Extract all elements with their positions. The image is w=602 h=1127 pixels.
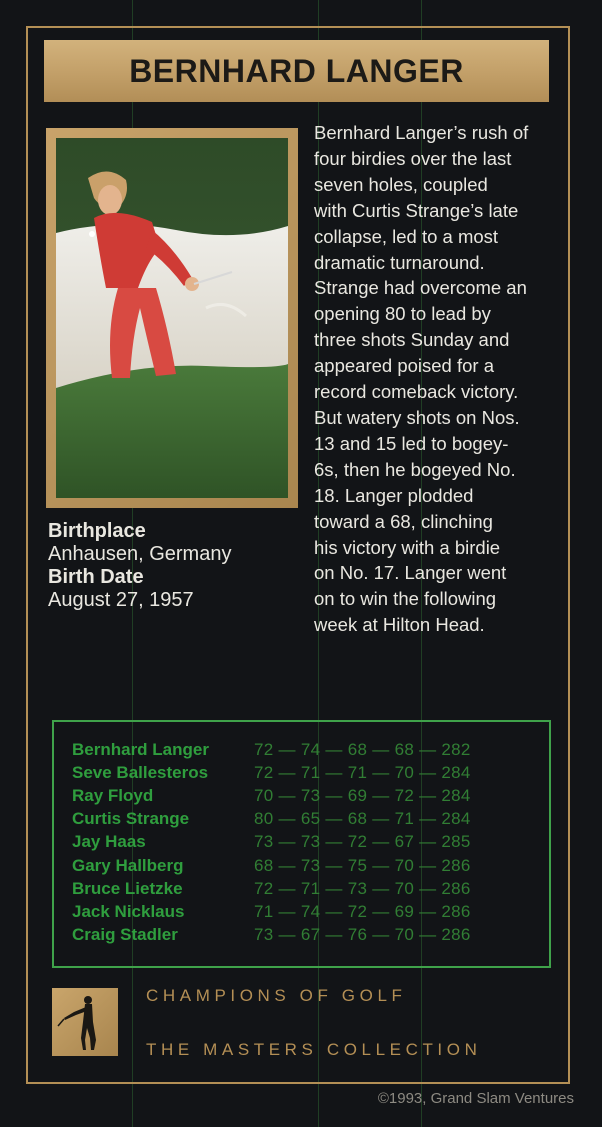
bio-line: on to win the following [314,588,497,610]
player-name-cell: Bruce Lietzke [72,879,183,898]
player-name: BERNHARD LANGER [129,52,464,89]
player-name-cell: Seve Ballesteros [72,763,209,782]
leaderboard-row [72,900,542,923]
bio-line: record comeback victory. [314,381,519,403]
leaderboard-row [72,761,542,784]
birthdate-value: August 27, 1957 [48,589,194,611]
bio-line: 18. Langer plodded [314,484,474,506]
scores-cell: 73 — 67 — 76 — 70 — 286 [254,925,471,944]
photo-frame [46,128,298,508]
player-name-cell: Ray Floyd [72,786,154,805]
bio-line: dramatic turnaround. [314,251,485,273]
bio-line: collapse, led to a most [314,225,499,247]
bio-line: toward a 68, clinching [314,510,493,532]
bio-line: appeared poised for a [314,355,494,377]
leaderboard-row [72,923,542,946]
scores-cell: 70 — 73 — 69 — 72 — 284 [254,786,471,805]
leaderboard-row [72,830,542,853]
brand-subtitle: THE MASTERS COLLECTION [146,1040,482,1059]
golfer-silhouette-icon [52,988,118,1056]
copyright: ©1993, Grand Slam Ventures [377,1090,574,1107]
bio-line: opening 80 to lead by [314,303,491,325]
player-name-cell: Gary Hallberg [72,856,184,875]
bio-line: Strange had overcome an [314,277,527,299]
birthdate-label: Birth Date [48,566,144,588]
scores-cell: 72 — 71 — 71 — 70 — 284 [254,763,471,782]
scores-cell: 80 — 65 — 68 — 71 — 284 [254,809,471,828]
birthplace-value: Anhausen, Germany [48,543,232,565]
bio-line: four birdies over the last [314,147,512,169]
scores-cell: 68 — 73 — 75 — 70 — 286 [254,856,471,875]
brand-title: CHAMPIONS OF GOLF [146,986,407,1005]
bio-line: with Curtis Strange’s late [314,199,519,221]
player-name-cell: Jay Haas [72,832,146,851]
scores-cell: 71 — 74 — 72 — 69 — 286 [254,902,471,921]
player-name-cell: Bernhard Langer [72,740,209,759]
golfer-photo [56,138,288,498]
scores-cell: 73 — 73 — 72 — 67 — 285 [254,832,471,851]
bio-line: But watery shots on Nos. [314,406,520,428]
player-name-cell: Craig Stadler [72,925,178,944]
bio-line: seven holes, coupled [314,173,488,195]
player-name-cell: Jack Nicklaus [72,902,185,921]
leaderboard-row [72,854,542,877]
bio-line: week at Hilton Head. [314,614,485,636]
birthplace-label: Birthplace [48,520,146,542]
player-name-cell: Curtis Strange [72,809,190,828]
leaderboard-row [72,738,542,761]
bio-line: on No. 17. Langer went [314,562,507,584]
title-banner [44,40,549,102]
scores-cell: 72 — 74 — 68 — 68 — 282 [254,740,471,759]
leaderboard-row [72,877,542,900]
bio-line: his victory with a birdie [314,536,501,558]
bio-text [314,120,564,638]
leaderboard-row [72,807,542,830]
scores-cell: 72 — 71 — 73 — 70 — 286 [254,879,471,898]
bio-line: 6s, then he bogeyed No. [314,458,516,480]
bio-line: Bernhard Langer’s rush of [314,122,529,143]
player-facts [48,520,308,612]
bio-line: 13 and 15 led to bogey- [314,432,509,454]
leaderboard-row [72,784,542,807]
bio-line: three shots Sunday and [314,329,510,351]
